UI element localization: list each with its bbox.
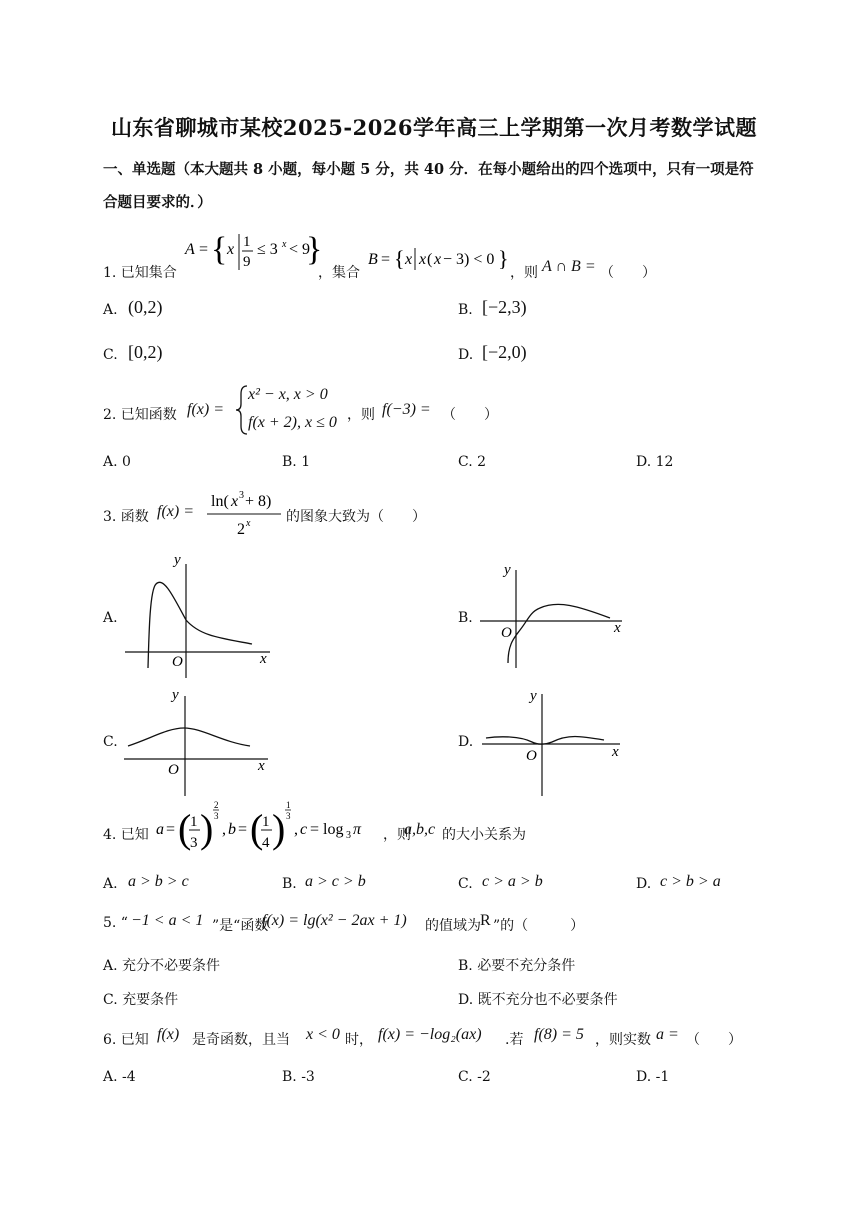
svg-text:(: ( <box>178 806 192 851</box>
svg-text:+ 8): + 8) <box>245 493 272 510</box>
q3-graph-c <box>122 682 282 806</box>
q6-option-d: D. -1 <box>636 1069 670 1085</box>
q1-option-a: (0,2) <box>128 297 163 317</box>
q1-set-b <box>368 244 508 274</box>
q2-option-c: C. 2 <box>458 454 487 470</box>
q6-option-c: C. -2 <box>458 1069 491 1085</box>
q4-option-a-label: A. <box>103 876 118 892</box>
q3-fraction <box>205 486 285 540</box>
q3-suffix: 的图象大致为（ ） <box>286 509 426 525</box>
page-title: 山东省聊城市某校2025-2026学年高三上学期第一次月考数学试题 <box>110 115 758 140</box>
svg-text:2: 2 <box>237 521 245 538</box>
q6-definition: f(x) = −log₂(ax) <box>378 1026 482 1043</box>
svg-text:=: = <box>381 251 391 268</box>
y-label: y <box>172 687 179 703</box>
origin-label: O <box>168 762 179 778</box>
svg-text:=: = <box>199 241 209 258</box>
svg-text:1: 1 <box>286 800 291 810</box>
q4-option-c-label: C. <box>458 876 473 892</box>
origin-label: O <box>526 748 537 764</box>
q2-option-a: A. 0 <box>103 454 131 470</box>
q5-real-set: R <box>480 912 491 929</box>
svg-text:x: x <box>419 251 427 268</box>
q1-expr: A ∩ B = <box>542 258 596 275</box>
svg-text:x: x <box>231 493 239 510</box>
q4-option-b-label: B. <box>282 876 297 892</box>
q2-case1: x² − x, x > 0 <box>248 386 328 403</box>
q6-fx: f(x) <box>157 1026 180 1043</box>
q6-t1: 是奇函数，且当 <box>192 1032 290 1048</box>
section-header-line1: 一、单选题（本大题共 8 小题，每小题 5 分，共 40 分．在每小题给出的四个选项中，只有一项是符 <box>103 161 754 178</box>
svg-text:=: = <box>166 821 176 838</box>
svg-text:x: x <box>405 251 413 268</box>
origin-label: O <box>501 625 512 641</box>
q4-suffix: ，则 <box>383 827 411 843</box>
q2-prefix: 2. 已知函数 <box>103 407 177 423</box>
q6-option-b: B. -3 <box>282 1069 315 1085</box>
q6-prefix: 6. 已知 <box>103 1032 149 1048</box>
svg-text:4: 4 <box>262 835 270 851</box>
svg-text:3: 3 <box>190 835 198 851</box>
svg-text:π: π <box>353 821 362 838</box>
q1-suffix: ，则 <box>510 265 538 281</box>
svg-text:a: a <box>156 821 164 838</box>
svg-text:9: 9 <box>243 254 251 270</box>
q5-option-c: C. 充要条件 <box>103 992 179 1008</box>
curve <box>148 582 252 668</box>
svg-text:(: ( <box>427 251 433 268</box>
q1-option-a-label: A. <box>103 302 118 318</box>
q4-prefix: 4. 已知 <box>103 827 149 843</box>
svg-text:x: x <box>246 518 251 529</box>
q6-condition: x < 0 <box>306 1026 340 1043</box>
svg-text:< 9: < 9 <box>289 241 311 258</box>
curve <box>486 737 604 745</box>
q2-paren: （ ） <box>442 407 498 423</box>
svg-text:{: { <box>211 231 228 268</box>
q1-set-a <box>185 226 323 274</box>
q1-option-b-label: B. <box>458 302 473 318</box>
section-header-line2: 合题目要求的．） <box>103 194 212 211</box>
svg-text:A: A <box>185 241 195 258</box>
svg-text:): ) <box>272 806 286 851</box>
x-label: x <box>614 620 621 636</box>
svg-text:=: = <box>238 821 248 838</box>
svg-text:3: 3 <box>214 811 219 821</box>
q3-option-c-label: C. <box>103 734 118 750</box>
q2-fx: f(x) = <box>187 401 224 418</box>
curve <box>508 604 610 663</box>
q2-option-d: D. 12 <box>636 454 674 470</box>
q5-end: ”的（ ） <box>493 918 585 934</box>
q1-option-b: [−2,3) <box>482 297 527 317</box>
q5-option-d: D. 既不充分也不必要条件 <box>458 992 618 1008</box>
x-label: x <box>612 744 619 760</box>
q1-option-c: [0,2) <box>128 342 163 362</box>
q6-paren: （ ） <box>686 1032 742 1048</box>
q1-prefix: 1. 已知集合 <box>103 265 177 281</box>
q4-tail: 的大小关系为 <box>442 827 526 843</box>
origin-label: O <box>172 654 183 670</box>
q6-t3: .若 <box>505 1032 524 1048</box>
svg-text:,: , <box>222 821 226 838</box>
q5-function: f(x) = lg(x² − 2ax + 1) <box>262 912 407 929</box>
q5-tail: 的值域为 <box>425 918 481 934</box>
svg-text:3: 3 <box>239 490 244 501</box>
svg-text:ln(: ln( <box>211 493 229 510</box>
q3-option-d-label: D. <box>458 734 474 750</box>
q5-option-b: B. 必要不充分条件 <box>458 958 576 974</box>
q2-case2: f(x + 2), x ≤ 0 <box>248 414 337 431</box>
q4-option-d-label: D. <box>636 876 652 892</box>
q6-given: f(8) = 5 <box>534 1026 584 1043</box>
q4-expr <box>156 800 386 862</box>
y-label: y <box>504 562 511 578</box>
q3-graph-b <box>478 560 638 674</box>
svg-text:(: ( <box>250 806 264 851</box>
svg-text:1: 1 <box>190 814 198 830</box>
y-label: y <box>174 552 181 568</box>
svg-text:): ) <box>200 806 214 851</box>
svg-text:,: , <box>294 821 298 838</box>
q5-prefix: 5. “ <box>103 915 128 931</box>
svg-text:}: } <box>498 246 509 271</box>
svg-text:c: c <box>300 821 308 838</box>
svg-text:}: } <box>306 231 323 268</box>
q1-option-d-label: D. <box>458 347 474 363</box>
svg-text:≤ 3: ≤ 3 <box>257 241 278 258</box>
svg-text:1: 1 <box>262 814 270 830</box>
svg-text:3: 3 <box>346 830 351 841</box>
svg-text:= log: = log <box>310 821 344 838</box>
q5-option-a: A. 充分不必要条件 <box>103 958 221 974</box>
svg-text:b: b <box>228 821 236 838</box>
svg-text:{: { <box>394 246 405 271</box>
q5-mid: ”是“函数 <box>212 918 269 934</box>
q2-suffix: ，则 <box>347 407 375 423</box>
svg-text:B: B <box>368 251 378 268</box>
q6-t2: 时， <box>345 1032 373 1048</box>
q1-paren: （ ） <box>600 265 656 281</box>
q4-option-d: c > b > a <box>660 873 721 890</box>
q3-graph-d <box>480 684 640 803</box>
q1-option-d: [−2,0) <box>482 342 527 362</box>
svg-text:x: x <box>227 241 235 258</box>
q3-graph-a <box>120 550 280 684</box>
q3-option-a-label: A. <box>103 610 118 626</box>
q5-condition: −1 < a < 1 <box>131 912 204 929</box>
q4-vars: a,b,c <box>404 821 436 838</box>
q3-option-b-label: B. <box>458 610 473 626</box>
q2-expr: f(−3) = <box>382 401 431 418</box>
svg-text:2: 2 <box>214 800 219 810</box>
q3-prefix: 3. 函数 <box>103 509 149 525</box>
q1-mid: ，集合 <box>318 265 360 281</box>
q6-var: a = <box>656 1026 679 1043</box>
q4-option-a: a > b > c <box>128 873 189 890</box>
svg-text:3: 3 <box>286 811 291 821</box>
q3-fx: f(x) = <box>157 503 194 520</box>
x-label: x <box>258 758 265 774</box>
svg-text:x: x <box>282 239 287 250</box>
q6-t4: ，则实数 <box>595 1032 651 1048</box>
q4-option-c: c > a > b <box>482 873 543 890</box>
q6-option-a: A. -4 <box>103 1069 136 1085</box>
svg-text:x: x <box>434 251 442 268</box>
svg-text:1: 1 <box>243 234 251 250</box>
curve <box>128 728 250 746</box>
x-label: x <box>260 651 267 667</box>
svg-text:− 3) < 0: − 3) < 0 <box>443 251 495 268</box>
q4-option-b: a > c > b <box>305 873 366 890</box>
q1-option-c-label: C. <box>103 347 118 363</box>
q2-option-b: B. 1 <box>282 454 311 470</box>
y-label: y <box>530 688 537 704</box>
